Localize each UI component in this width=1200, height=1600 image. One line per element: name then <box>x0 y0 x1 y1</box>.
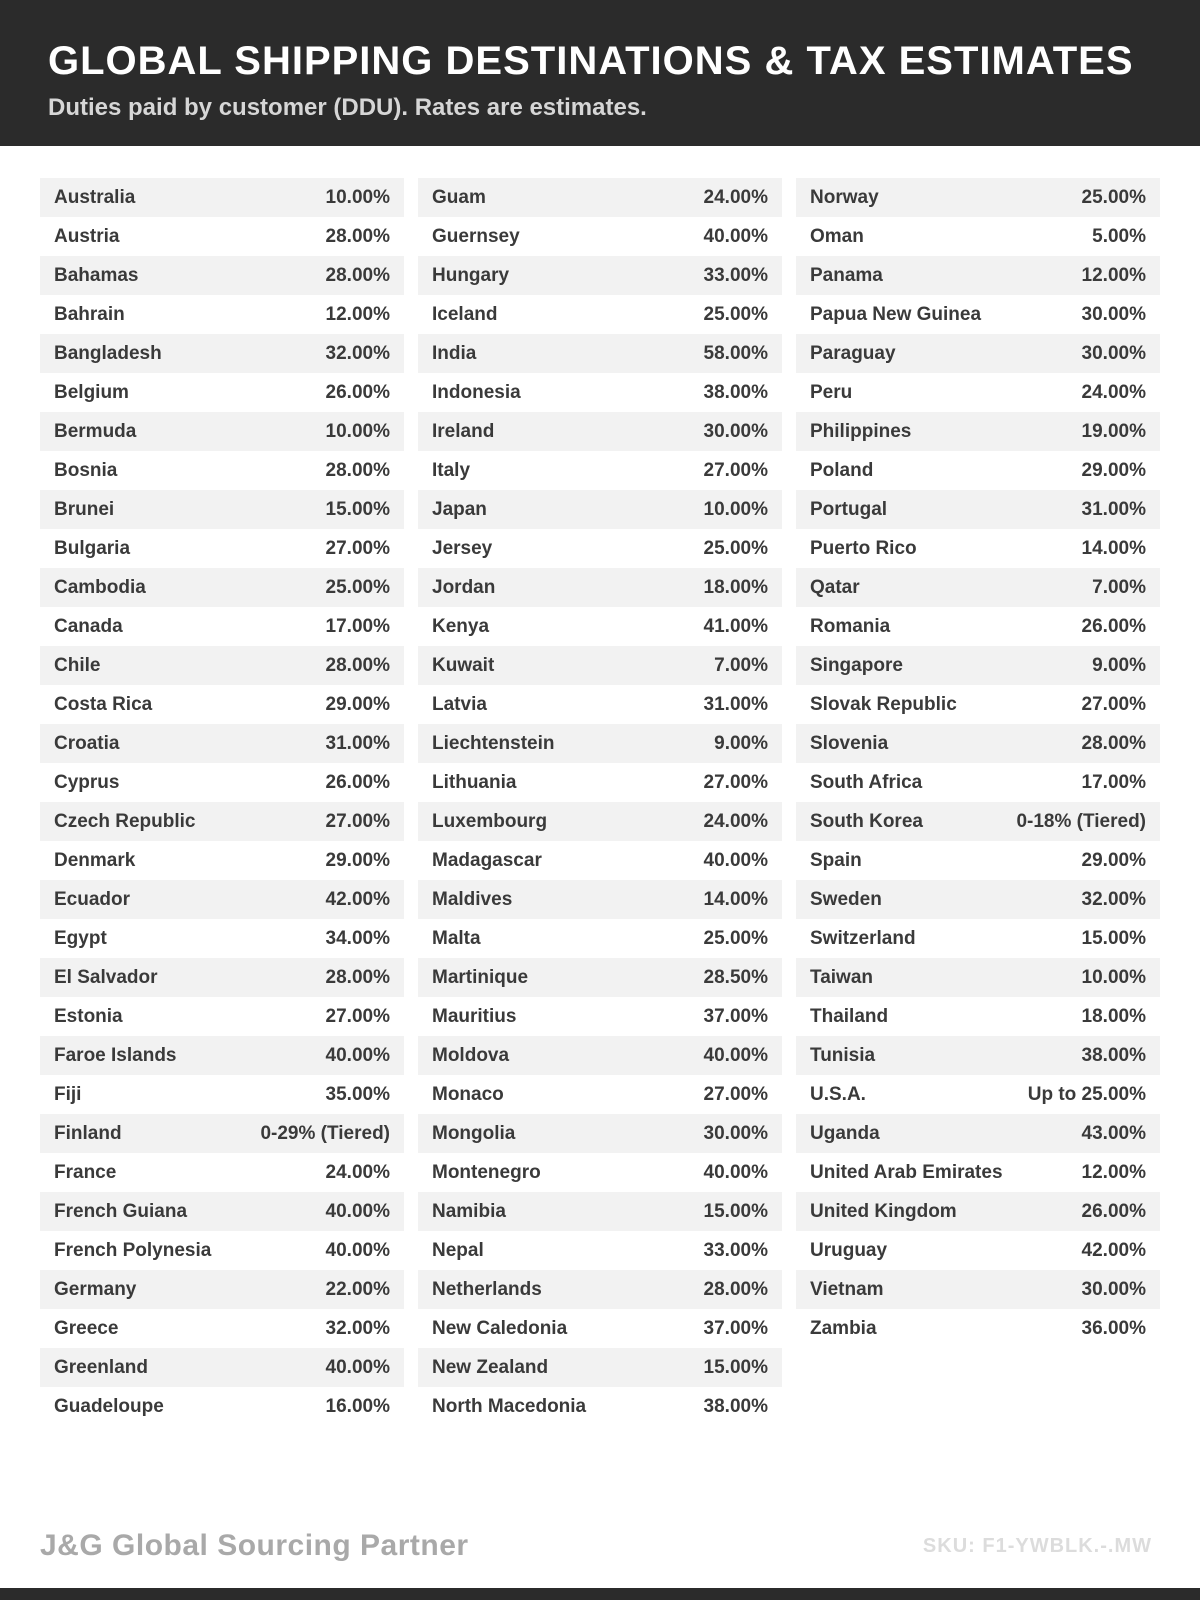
country-name: Poland <box>810 459 874 481</box>
country-name: Iceland <box>432 303 498 325</box>
country-name: Cambodia <box>54 576 146 598</box>
country-name: India <box>432 342 477 364</box>
table-row <box>796 646 1160 685</box>
country-name: Netherlands <box>432 1278 542 1300</box>
tax-rate: 40.00% <box>703 225 768 247</box>
tax-rate: 58.00% <box>703 342 768 364</box>
tax-rate: 31.00% <box>1081 498 1146 520</box>
country-name: Finland <box>54 1122 122 1144</box>
table-row <box>418 217 782 256</box>
country-name: Denmark <box>54 849 136 871</box>
tax-rate: 37.00% <box>703 1317 768 1339</box>
tax-rate: 28.00% <box>1081 732 1146 754</box>
country-name: Italy <box>432 459 471 481</box>
country-name: Costa Rica <box>54 693 153 715</box>
tax-rate: 10.00% <box>1081 966 1146 988</box>
table-row <box>418 1192 782 1231</box>
table-row <box>796 1231 1160 1270</box>
table-row <box>796 334 1160 373</box>
country-name: Paraguay <box>810 342 896 364</box>
page-footer <box>0 1518 1200 1588</box>
tax-rate: 28.50% <box>703 966 768 988</box>
country-name: Mauritius <box>432 1005 517 1027</box>
country-name: United Arab Emirates <box>810 1161 1003 1183</box>
table-row <box>418 958 782 997</box>
tax-rate: 28.00% <box>325 225 390 247</box>
table-row <box>40 997 404 1036</box>
country-name: Greece <box>54 1317 119 1339</box>
table-row <box>796 802 1160 841</box>
country-name: Romania <box>810 615 891 637</box>
rates-column-2 <box>418 178 782 1426</box>
tax-rate: 25.00% <box>325 576 390 598</box>
country-name: Vietnam <box>810 1278 884 1300</box>
table-row <box>40 919 404 958</box>
table-row <box>40 1153 404 1192</box>
bottom-accent-bar <box>0 1588 1200 1600</box>
tax-rate: 22.00% <box>325 1278 390 1300</box>
country-name: Portugal <box>810 498 888 520</box>
tax-rate: 15.00% <box>703 1200 768 1222</box>
tax-rate: 27.00% <box>703 1083 768 1105</box>
table-row <box>40 451 404 490</box>
table-row <box>40 1309 404 1348</box>
table-row <box>40 1387 404 1426</box>
country-name: United Kingdom <box>810 1200 957 1222</box>
country-name: Uruguay <box>810 1239 888 1261</box>
tax-rate: 10.00% <box>325 420 390 442</box>
tax-rate: 32.00% <box>325 1317 390 1339</box>
table-row <box>796 880 1160 919</box>
tax-rate: 33.00% <box>703 1239 768 1261</box>
tax-rate: 40.00% <box>325 1200 390 1222</box>
country-name: Namibia <box>432 1200 506 1222</box>
country-name: French Guiana <box>54 1200 188 1222</box>
table-row <box>418 1309 782 1348</box>
table-row <box>796 724 1160 763</box>
country-name: Kuwait <box>432 654 495 676</box>
tax-rate: 26.00% <box>1081 615 1146 637</box>
table-row <box>40 763 404 802</box>
country-name: Bangladesh <box>54 342 162 364</box>
table-row <box>40 1192 404 1231</box>
tax-rate: 29.00% <box>1081 849 1146 871</box>
country-name: Czech Republic <box>54 810 196 832</box>
tax-rate: 40.00% <box>325 1356 390 1378</box>
tax-rate: 29.00% <box>1081 459 1146 481</box>
country-name: Monaco <box>432 1083 504 1105</box>
tax-rate: 42.00% <box>325 888 390 910</box>
table-row <box>40 1114 404 1153</box>
country-name: Oman <box>810 225 864 247</box>
tax-rate: 28.00% <box>325 264 390 286</box>
table-row <box>418 295 782 334</box>
table-row <box>418 685 782 724</box>
table-row <box>40 568 404 607</box>
tax-rate: 27.00% <box>1081 693 1146 715</box>
tax-rate: 30.00% <box>1081 342 1146 364</box>
country-name: U.S.A. <box>810 1083 866 1105</box>
country-name: Brunei <box>54 498 115 520</box>
table-row <box>40 1231 404 1270</box>
country-name: Australia <box>54 186 136 208</box>
table-row <box>418 529 782 568</box>
country-name: New Caledonia <box>432 1317 568 1339</box>
tax-rate: 27.00% <box>325 810 390 832</box>
country-name: Austria <box>54 225 120 247</box>
tax-rate: 18.00% <box>703 576 768 598</box>
tax-rate: 30.00% <box>703 420 768 442</box>
country-name: Guernsey <box>432 225 520 247</box>
table-row <box>796 1036 1160 1075</box>
brand-name: J&G Global Sourcing Partner <box>40 1529 469 1562</box>
table-row <box>418 607 782 646</box>
country-name: Qatar <box>810 576 860 598</box>
table-row <box>796 373 1160 412</box>
tax-rate: 7.00% <box>1092 576 1146 598</box>
tax-rate: 30.00% <box>1081 1278 1146 1300</box>
tax-rate: 24.00% <box>1081 381 1146 403</box>
table-row <box>796 919 1160 958</box>
table-row <box>418 997 782 1036</box>
tax-rate: 27.00% <box>325 537 390 559</box>
tax-rate: 32.00% <box>1081 888 1146 910</box>
tax-rate: 19.00% <box>1081 420 1146 442</box>
tax-rate: 28.00% <box>325 654 390 676</box>
table-row <box>796 1153 1160 1192</box>
tax-rate: 7.00% <box>714 654 768 676</box>
country-name: Philippines <box>810 420 912 442</box>
country-name: Jordan <box>432 576 496 598</box>
tax-rate: 28.00% <box>325 966 390 988</box>
tax-rate: 26.00% <box>1081 1200 1146 1222</box>
country-name: Switzerland <box>810 927 916 949</box>
tax-rate: 38.00% <box>703 1395 768 1417</box>
table-row <box>796 1270 1160 1309</box>
country-name: North Macedonia <box>432 1395 587 1417</box>
tax-rate: Up to 25.00% <box>1027 1083 1146 1105</box>
tax-rate: 9.00% <box>1092 654 1146 676</box>
table-row <box>796 685 1160 724</box>
tax-rate: 16.00% <box>325 1395 390 1417</box>
country-name: Papua New Guinea <box>810 303 982 325</box>
rates-column-1 <box>40 178 404 1426</box>
tax-rate: 14.00% <box>1081 537 1146 559</box>
country-name: Luxembourg <box>432 810 548 832</box>
country-name: Uganda <box>810 1122 880 1144</box>
tax-rate: 31.00% <box>703 693 768 715</box>
table-row <box>796 295 1160 334</box>
tax-rate: 24.00% <box>325 1161 390 1183</box>
country-name: Cyprus <box>54 771 120 793</box>
table-row <box>40 334 404 373</box>
tax-rate: 12.00% <box>1081 1161 1146 1183</box>
tax-rate: 42.00% <box>1081 1239 1146 1261</box>
tax-rate: 38.00% <box>703 381 768 403</box>
tax-rate: 36.00% <box>1081 1317 1146 1339</box>
tax-rate: 37.00% <box>703 1005 768 1027</box>
table-row <box>418 802 782 841</box>
page-subtitle: Duties paid by customer (DDU). Rates are estimates. <box>48 94 647 121</box>
table-row <box>418 412 782 451</box>
table-row <box>418 763 782 802</box>
table-row <box>796 1192 1160 1231</box>
country-name: Liechtenstein <box>432 732 555 754</box>
tax-rate: 31.00% <box>325 732 390 754</box>
tax-rate: 30.00% <box>703 1122 768 1144</box>
country-name: Zambia <box>810 1317 877 1339</box>
table-row <box>796 490 1160 529</box>
table-row <box>40 1270 404 1309</box>
tax-rate: 28.00% <box>325 459 390 481</box>
country-name: Guadeloupe <box>54 1395 164 1417</box>
rates-table <box>0 146 1200 1426</box>
country-name: Estonia <box>54 1005 123 1027</box>
table-row <box>418 373 782 412</box>
tax-rate: 25.00% <box>703 303 768 325</box>
table-row <box>418 919 782 958</box>
country-name: Bulgaria <box>54 537 131 559</box>
country-name: Bosnia <box>54 459 118 481</box>
tax-rate: 32.00% <box>325 342 390 364</box>
tax-rate: 14.00% <box>703 888 768 910</box>
tax-rate: 26.00% <box>325 381 390 403</box>
tax-rate: 30.00% <box>1081 303 1146 325</box>
country-name: Croatia <box>54 732 120 754</box>
country-name: Slovenia <box>810 732 889 754</box>
country-name: Ecuador <box>54 888 131 910</box>
tax-rate: 26.00% <box>325 771 390 793</box>
tax-rate: 40.00% <box>703 1044 768 1066</box>
table-row <box>418 1348 782 1387</box>
table-row <box>796 763 1160 802</box>
table-row <box>40 412 404 451</box>
country-name: Hungary <box>432 264 510 286</box>
country-name: Guam <box>432 186 486 208</box>
table-row <box>796 841 1160 880</box>
country-name: South Africa <box>810 771 923 793</box>
tax-rate: 5.00% <box>1092 225 1146 247</box>
sku-label: SKU: F1-YWBLK.-.MW <box>922 1534 1152 1557</box>
table-row <box>796 607 1160 646</box>
country-name: South Korea <box>810 810 923 832</box>
table-row <box>40 958 404 997</box>
country-name: Egypt <box>54 927 107 949</box>
country-name: Tunisia <box>810 1044 876 1066</box>
country-name: Japan <box>432 498 487 520</box>
table-row <box>418 490 782 529</box>
table-row <box>418 451 782 490</box>
country-name: Jersey <box>432 537 493 559</box>
table-row <box>418 1153 782 1192</box>
table-row <box>40 217 404 256</box>
table-row <box>418 256 782 295</box>
tax-rate: 25.00% <box>703 537 768 559</box>
table-row <box>418 646 782 685</box>
table-row <box>418 1387 782 1426</box>
table-row <box>418 1036 782 1075</box>
tax-rate: 18.00% <box>1081 1005 1146 1027</box>
table-row <box>40 1075 404 1114</box>
country-name: Spain <box>810 849 862 871</box>
country-name: Germany <box>54 1278 137 1300</box>
tax-rate: 40.00% <box>325 1239 390 1261</box>
tax-rate: 27.00% <box>325 1005 390 1027</box>
table-row <box>40 1036 404 1075</box>
country-name: Madagascar <box>432 849 542 871</box>
country-name: Puerto Rico <box>810 537 917 559</box>
table-row <box>418 334 782 373</box>
country-name: Ireland <box>432 420 495 442</box>
country-name: Chile <box>54 654 101 676</box>
country-name: French Polynesia <box>54 1239 212 1261</box>
country-name: Faroe Islands <box>54 1044 177 1066</box>
tax-rate: 29.00% <box>325 849 390 871</box>
country-name: Slovak Republic <box>810 693 957 715</box>
country-name: Montenegro <box>432 1161 541 1183</box>
tax-rate: 29.00% <box>325 693 390 715</box>
table-row <box>796 412 1160 451</box>
tax-rate: 24.00% <box>703 186 768 208</box>
country-name: Greenland <box>54 1356 148 1378</box>
country-name: Belgium <box>54 381 129 403</box>
tax-rate: 0-18% (Tiered) <box>1016 810 1146 832</box>
country-name: France <box>54 1161 117 1183</box>
page-header <box>0 0 1200 146</box>
tax-rate: 12.00% <box>325 303 390 325</box>
tax-rate: 43.00% <box>1081 1122 1146 1144</box>
table-row <box>796 958 1160 997</box>
table-row <box>40 490 404 529</box>
table-row <box>40 685 404 724</box>
country-name: Latvia <box>432 693 487 715</box>
tax-rate: 10.00% <box>703 498 768 520</box>
tax-rate: 38.00% <box>1081 1044 1146 1066</box>
table-row <box>418 178 782 217</box>
table-row <box>418 1075 782 1114</box>
table-row <box>418 1114 782 1153</box>
table-row <box>40 178 404 217</box>
country-name: New Zealand <box>432 1356 549 1378</box>
table-row <box>40 646 404 685</box>
table-row <box>40 1348 404 1387</box>
tax-rate: 40.00% <box>703 1161 768 1183</box>
table-row <box>40 256 404 295</box>
country-name: Nepal <box>432 1239 484 1261</box>
table-row <box>40 880 404 919</box>
country-name: Singapore <box>810 654 903 676</box>
country-name: Bermuda <box>54 420 137 442</box>
page-title: GLOBAL SHIPPING DESTINATIONS & TAX ESTIMATES <box>48 39 1134 83</box>
table-row <box>796 1309 1160 1348</box>
table-row <box>40 607 404 646</box>
tax-rate: 25.00% <box>1081 186 1146 208</box>
country-name: Peru <box>810 381 853 403</box>
tax-rate: 25.00% <box>703 927 768 949</box>
table-row <box>418 1270 782 1309</box>
rates-column-3 <box>796 178 1160 1348</box>
country-name: Canada <box>54 615 123 637</box>
country-name: Maldives <box>432 888 513 910</box>
country-name: Bahamas <box>54 264 139 286</box>
table-row <box>796 178 1160 217</box>
country-name: Kenya <box>432 615 490 637</box>
tax-rate: 0-29% (Tiered) <box>260 1122 390 1144</box>
table-row <box>796 997 1160 1036</box>
country-name: Bahrain <box>54 303 125 325</box>
tax-rate: 40.00% <box>703 849 768 871</box>
country-name: Panama <box>810 264 883 286</box>
country-name: Sweden <box>810 888 882 910</box>
tax-rate: 10.00% <box>325 186 390 208</box>
tax-rate: 41.00% <box>703 615 768 637</box>
table-row <box>418 724 782 763</box>
country-name: Norway <box>810 186 879 208</box>
country-name: Moldova <box>432 1044 510 1066</box>
table-row <box>40 841 404 880</box>
table-row <box>796 529 1160 568</box>
country-name: Indonesia <box>432 381 521 403</box>
table-row <box>796 451 1160 490</box>
tax-rate: 35.00% <box>325 1083 390 1105</box>
table-row <box>418 880 782 919</box>
table-row <box>796 1114 1160 1153</box>
country-name: Martinique <box>432 966 529 988</box>
table-row <box>40 802 404 841</box>
tax-rate: 17.00% <box>1081 771 1146 793</box>
tax-rate: 24.00% <box>703 810 768 832</box>
country-name: Taiwan <box>810 966 873 988</box>
country-name: Mongolia <box>432 1122 516 1144</box>
tax-rate: 15.00% <box>703 1356 768 1378</box>
tax-rate: 34.00% <box>325 927 390 949</box>
tax-rate: 17.00% <box>325 615 390 637</box>
country-name: El Salvador <box>54 966 158 988</box>
table-row <box>40 724 404 763</box>
table-row <box>796 256 1160 295</box>
table-row <box>40 529 404 568</box>
country-name: Thailand <box>810 1005 889 1027</box>
table-row <box>40 295 404 334</box>
tax-rate: 12.00% <box>1081 264 1146 286</box>
tax-rate: 15.00% <box>325 498 390 520</box>
table-row <box>796 217 1160 256</box>
table-row <box>796 1075 1160 1114</box>
country-name: Malta <box>432 927 481 949</box>
table-row <box>796 568 1160 607</box>
tax-rate: 28.00% <box>703 1278 768 1300</box>
country-name: Lithuania <box>432 771 517 793</box>
tax-rate: 27.00% <box>703 459 768 481</box>
tax-rate: 40.00% <box>325 1044 390 1066</box>
tax-rate: 33.00% <box>703 264 768 286</box>
tax-rate: 9.00% <box>714 732 768 754</box>
tax-rate: 15.00% <box>1081 927 1146 949</box>
table-row <box>418 1231 782 1270</box>
country-name: Fiji <box>54 1083 82 1105</box>
table-row <box>418 841 782 880</box>
tax-rate: 27.00% <box>703 771 768 793</box>
table-row <box>40 373 404 412</box>
table-row <box>418 568 782 607</box>
